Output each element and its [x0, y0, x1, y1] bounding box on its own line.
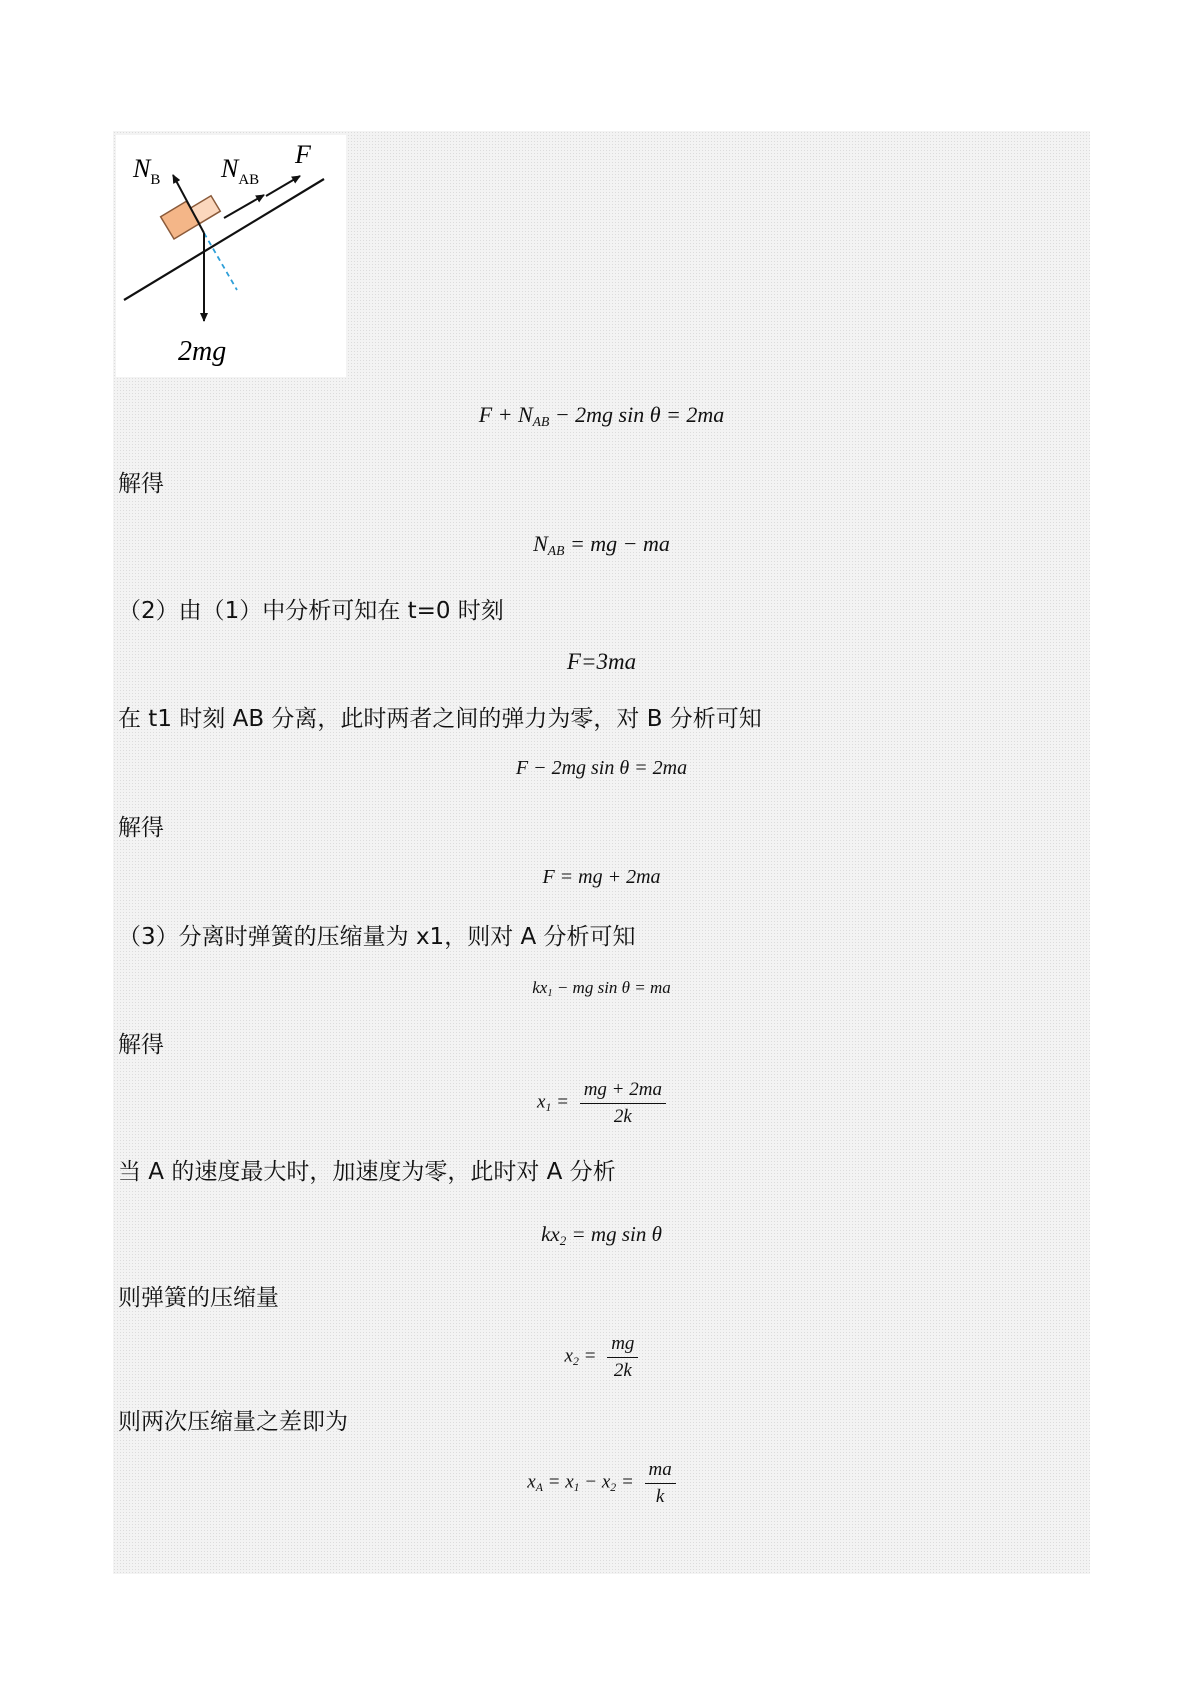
label-f: F — [295, 140, 311, 169]
text-jiede-1: 解得 — [118, 471, 164, 497]
fraction-x1: $\frac{mg + 2ma}{2k}$ — [580, 1079, 666, 1128]
equation-8: $kx_2$ = mg sin θ — [541, 1222, 662, 1248]
force-diagram — [116, 135, 346, 377]
text-vmax: 当 A 的速度最大时，加速度为零，此时对 A 分析 — [118, 1159, 616, 1185]
text-part-3: （3）分离时弹簧的压缩量为 x1，则对 A 分析可知 — [118, 924, 636, 950]
blocks-group — [161, 189, 221, 239]
label-nb: $N_B$ — [133, 154, 161, 188]
equation-9: $x_2$ = $\frac{mg}{2k}$ — [113, 1333, 1090, 1382]
text-jiede-3: 解得 — [118, 1032, 164, 1058]
text-compress: 则弹簧的压缩量 — [118, 1285, 279, 1311]
label-nab: $N_{AB}$ — [221, 154, 260, 188]
incline-line — [124, 179, 324, 300]
equation-4: F − 2mg sin θ = 2ma — [515, 757, 688, 779]
label-2mg: 2mg — [178, 336, 227, 367]
equation-3: F=3ma — [566, 649, 637, 674]
equation-2: $N_{AB}$ = mg − ma — [533, 531, 670, 559]
text-diff: 则两次压缩量之差即为 — [118, 1409, 348, 1435]
equation-7: $x_1$ = $\frac{mg + 2ma}{2k}$ — [113, 1079, 1090, 1128]
text-part-2: （2）由（1）中分析可知在 t=0 时刻 — [118, 598, 504, 624]
fraction-xa: $\frac{ma}{k}$ — [645, 1459, 676, 1508]
force-diagram-svg — [116, 135, 346, 377]
equation-10: $x_A = x_1 - x_2$ = $\frac{ma}{k}$ — [113, 1459, 1090, 1508]
text-jiede-2: 解得 — [118, 815, 164, 841]
fraction-x2: $\frac{mg}{2k}$ — [607, 1333, 638, 1382]
equation-1: $F + N_{AB} - 2mg$ sin θ = 2ma — [478, 402, 725, 430]
equation-5: F = mg + 2ma — [542, 866, 661, 888]
equation-6: $kx_1$ − mg sin θ = ma — [532, 978, 671, 1000]
f-arrow — [266, 176, 300, 196]
text-separation: 在 t1 时刻 AB 分离，此时两者之间的弹力为零，对 B 分析可知 — [118, 706, 762, 732]
nab-arrow — [224, 195, 264, 218]
